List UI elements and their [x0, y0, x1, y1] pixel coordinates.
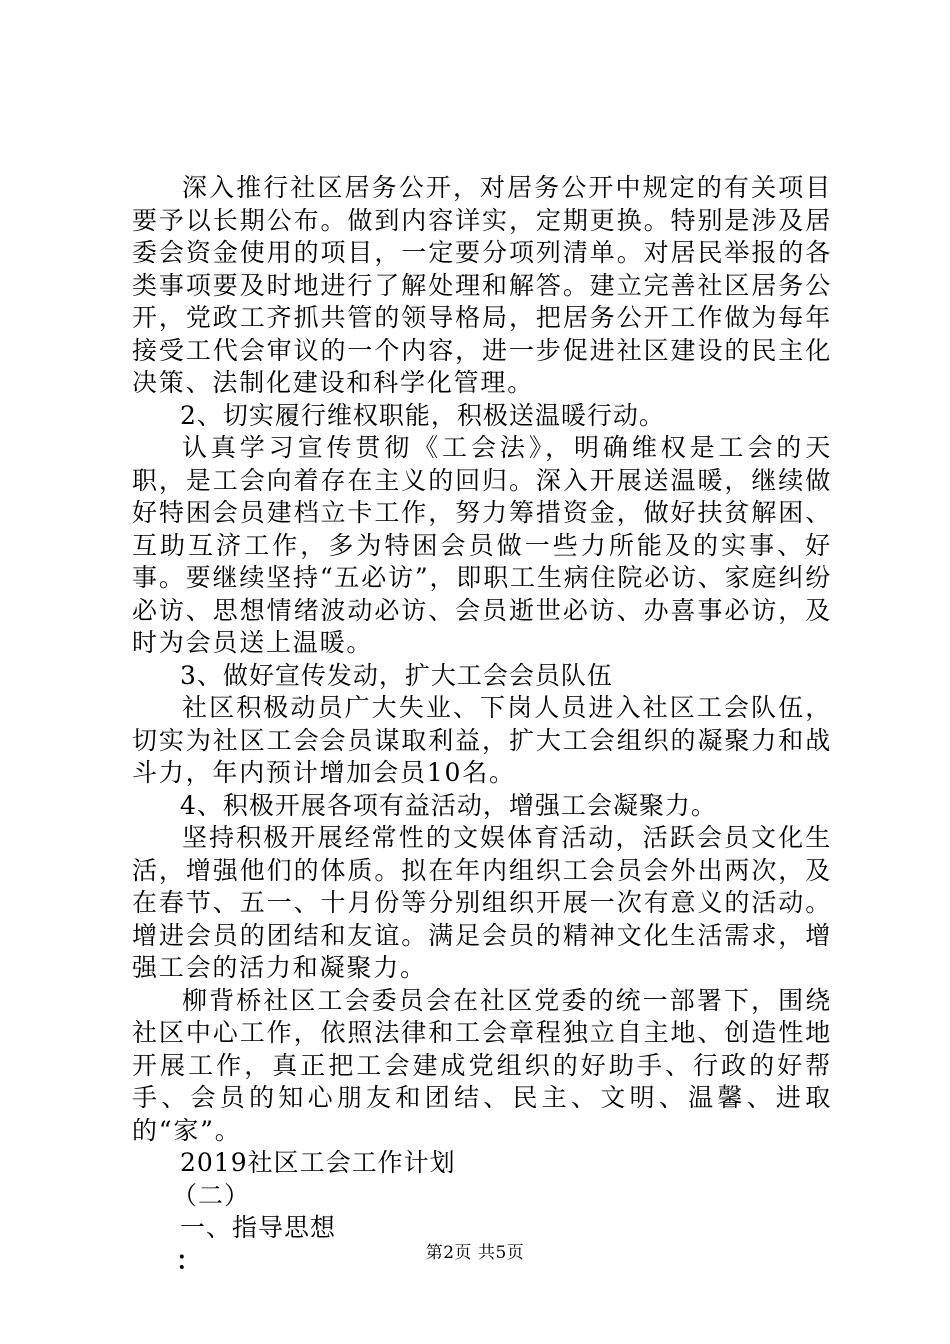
paragraph-cultural-activities: 坚持积极开展经常性的文娱体育活动，活跃会员文化生活，增强他们的体质。拟在年内组织工会员会外出两次，及在春节、五一、十月份等分别组织开展一次有意义的活动。增进会员的团结和友谊。满足会员的精神文化生活需求，增强工会的活力和凝聚力。: [132, 823, 832, 982]
guiding-ideology-colon: ：: [176, 1245, 203, 1275]
section-heading-activities: 4、积极开展各项有益活动，增强工会凝聚力。: [180, 790, 717, 820]
plan-title: 2019社区工会工作计划: [180, 1148, 456, 1177]
section-heading-guiding-ideology: 一、指导思想: [180, 1213, 337, 1242]
paragraph-trade-union-law: 认真学习宣传贯彻《工会法》，明确维权是工会的天职，是工会向着存在主义的回归。深入开展送温暖，继续做好特困会员建档立卡工作，努力筹措资金，做好扶贫解困、互助互济工作，多为特困会员做一些力所能及的实事、好事。要继续坚持“五必访”，即职工生病住院必访、家庭纠纷必访、思想情绪波动必访、会员逝世必访、办喜事必访，及时为会员送上温暖。: [132, 433, 832, 657]
section-heading-member-recruitment: 3、做好宣传发动，扩大工会会员队伍: [180, 660, 613, 690]
document-body: [132, 172, 832, 1277]
paragraph-community-affairs-disclosure: 深入推行社区居务公开，对居务公开中规定的有关项目要予以长期公布。做到内容详实，定期更换。特别是涉及居委会资金使用的项目，一定要分项列清单。对居民举报的各类事项要及时地进行了解处理和解答。建立完善社区居务公开，党政工齐抓共管的领导格局，把居务公开工作做为每年接受工代会审议的一个内容，进一步促进社区建设的民主化决策、法制化建设和科学化管理。: [132, 173, 832, 397]
paragraph-conclusion: 柳背桥社区工会委员会在社区党委的统一部署下，围绕社区中心工作，依照法律和工会章程独立自主地、创造性地开展工作，真正把工会建成党组织的好助手、行政的好帮手、会员的知心朋友和团结、民主、文明、温馨、进取的“家”。: [132, 985, 832, 1145]
paragraph-recruit-unemployed: 社区积极动员广大失业、下岗人员进入社区工会队伍，切实为社区工会会员谋取利益，扩大工会组织的凝聚力和战斗力，年内预计增加会员10名。: [132, 693, 832, 787]
plan-part-number: （二）: [172, 1180, 251, 1210]
section-heading-rights-protection: 2、切实履行维权职能，积极送温暖行动。: [180, 400, 665, 430]
page-number-footer: 第2页 共5页: [425, 1243, 525, 1263]
